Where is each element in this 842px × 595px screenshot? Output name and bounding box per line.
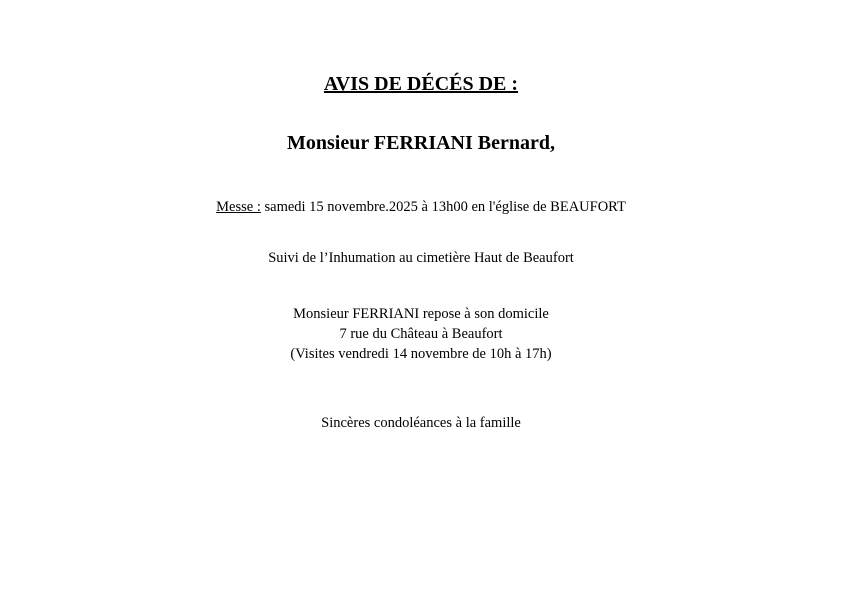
messe-details: samedi 15 novembre.2025 à 13h00 en l'église de BEAUFORT bbox=[260, 199, 626, 215]
inhumation-line: Suivi de l’Inhumation au cimetière Haut de Beaufort bbox=[268, 250, 574, 266]
messe-label: Messe : bbox=[216, 199, 261, 215]
messe-line bbox=[0, 198, 842, 216]
address-block bbox=[0, 304, 842, 364]
address-line-visits: (Visites vendredi 14 novembre de 10h à 17h) bbox=[290, 346, 552, 362]
address-line-repose: Monsieur FERRIANI repose à son domicile bbox=[293, 306, 549, 322]
deceased-name: Monsieur FERRIANI Bernard, bbox=[287, 132, 555, 154]
address-line-street: 7 rue du Château à Beaufort bbox=[339, 326, 503, 342]
notice-title: AVIS DE DÉCÉS DE : bbox=[323, 73, 519, 95]
condoleances-line: Sincères condoléances à la famille bbox=[321, 415, 521, 431]
